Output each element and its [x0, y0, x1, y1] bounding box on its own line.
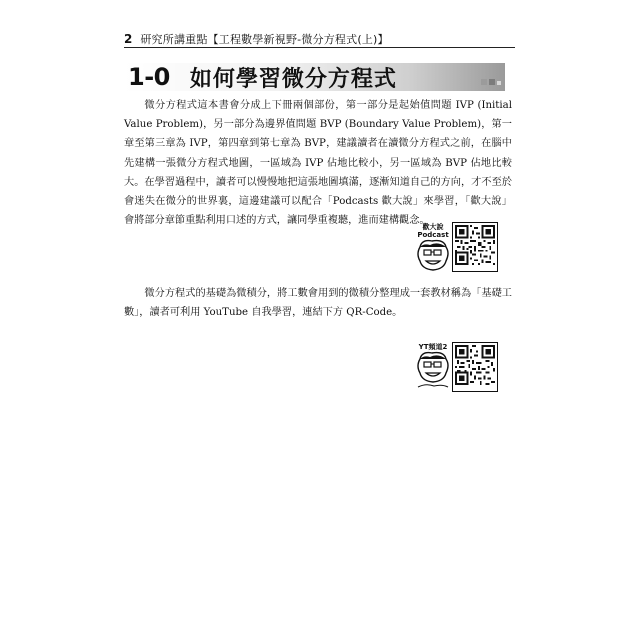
intro-paragraph: 微分方程式這本書會分成上下冊兩個部份，第一部分是起始值問題 IVP (Initial Value Problem)，另一部分為邊界值問題 BVP (Boundary Value Problem)，第一章至第三章為 IVP，第四章到第七章為 BVP，建議讀者在讀微分方程式之前，在腦中先建構一張微分方程式地圖，一區域為 IVP 佔地比較小，另一區域為 BVP 佔地比較大。在學習過程中，讀者可以慢慢地把這張地圖填滿，逐漸知道自己的方向，才不至於會迷失在微分的世界裏，這邊建議可以配合「Podcasts 歡大說」來學習，「歡大說」會將部分章節重點利用口述的方式，讓同學重複聽，進而建構觀念。 [124, 100, 512, 227]
qr-svg-2 [455, 345, 495, 385]
running-header [124, 31, 515, 47]
podcast-qr-block[interactable] [414, 222, 498, 272]
decorative-squares [481, 79, 501, 85]
book-title: 研究所講重點【工程數學新視野-微分方程式(上)】 [140, 33, 389, 46]
qr-svg-1 [455, 225, 495, 265]
mascot-icon [414, 223, 452, 271]
youtube-paragraph: 微分方程式的基礎為微積分，將工數會用到的微積分整理成一套教材稱為「基礎工數」，讀者可利用 YouTube 自我學習，連結下方 QR-Code。 [124, 288, 512, 319]
qr-label: 歡大說 Podcast [417, 223, 449, 239]
qr-code-icon[interactable] [452, 342, 498, 392]
qr-code-icon[interactable] [452, 222, 498, 272]
mascot-icon [414, 343, 452, 391]
section-title-band [124, 63, 505, 91]
youtube-qr-block[interactable] [414, 342, 498, 392]
section-title: 如何學習微分方程式 [189, 66, 397, 92]
page-number: 2 [124, 32, 133, 46]
qr-label: YT頻道2 [418, 343, 448, 351]
header-rule [124, 47, 515, 48]
section-number: 1-0 [128, 63, 170, 91]
